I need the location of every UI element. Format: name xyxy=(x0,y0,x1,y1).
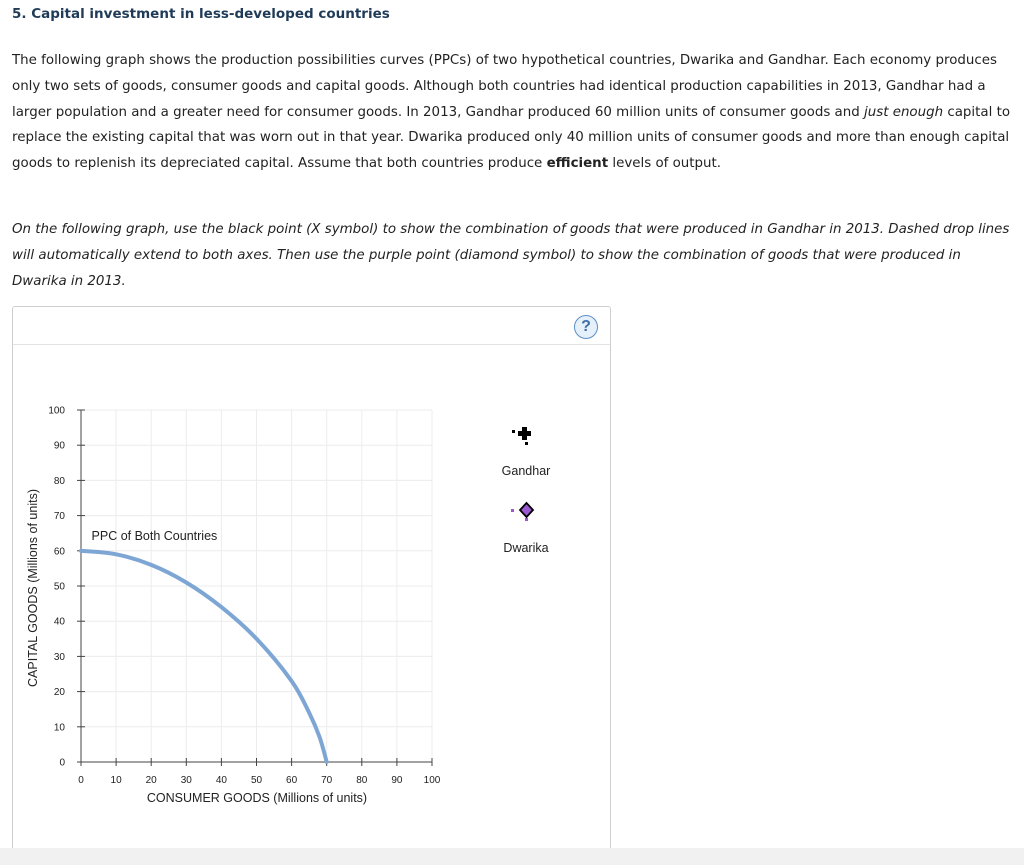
x-tick-label: 70 xyxy=(321,775,333,786)
gandhar-drop-marker-v xyxy=(525,442,528,445)
y-tick-label: 10 xyxy=(53,722,65,734)
dwarika-diamond-icon xyxy=(520,503,533,517)
dwarika-drop-marker-h xyxy=(511,509,514,512)
x-tick-label: 100 xyxy=(423,775,441,786)
dwarika-tool-label: Dwarika xyxy=(503,541,549,555)
y-tick-label: 80 xyxy=(53,475,65,487)
x-tick-label: 10 xyxy=(110,775,122,786)
x-tick-label: 90 xyxy=(391,775,403,786)
gandhar-plus-icon xyxy=(518,427,531,440)
help-icon[interactable]: ? xyxy=(574,315,598,339)
x-tick-label: 60 xyxy=(286,775,298,786)
bottom-bar xyxy=(0,848,1024,865)
chart-ticks xyxy=(48,406,440,787)
y-tick-label: 50 xyxy=(53,581,65,593)
x-tick-label: 0 xyxy=(78,775,84,786)
gandhar-tool-label: Gandhar xyxy=(501,464,551,478)
y-tick-label: 70 xyxy=(53,511,65,523)
gandhar-point-tool[interactable] xyxy=(502,427,551,478)
y-tick-label: 90 xyxy=(53,440,65,452)
intro-emphasis: just enough xyxy=(864,104,944,120)
x-tick-label: 30 xyxy=(180,775,192,786)
x-tick-label: 50 xyxy=(250,775,263,786)
instruction-text: On the following graph, use the black point (X symbol) to show the combination of goods that were produced in Gandhar in 2013. Dashed drop lines will automatically extend to both axes. Then use the purple point (diamond symbol) to show the combination of goods that were produced in Dwarika in 2013. xyxy=(12,222,1010,289)
intro-text-1: The following graph shows the production possibilities curves (PPCs) of two hypothetical countries, Dwarika and Gandhar. Each economy produces only two sets of goods, consumer goods and capital goods. Although both countries had identical production capabilities in 2013, Gandhar had a larger population and a greater need for consumer goods. In 2013, Gandhar produced 60 million units of consumer goods and xyxy=(12,53,997,120)
dwarika-drop-marker-v xyxy=(525,518,528,521)
dwarika-point-tool[interactable] xyxy=(503,503,548,555)
chart-grid xyxy=(81,410,432,762)
ppc-curve-label: PPC of Both Countries xyxy=(91,529,218,544)
x-axis-label: CONSUMER GOODS (Millions of units) xyxy=(146,791,368,805)
y-tick-label: 20 xyxy=(53,687,65,699)
y-tick-label: 100 xyxy=(48,405,65,417)
intro-strong: efficient xyxy=(546,156,609,172)
y-tick-label: 0 xyxy=(59,757,65,769)
y-tick-label: 30 xyxy=(53,651,65,663)
x-tick-label: 40 xyxy=(215,775,227,786)
y-tick-label: 60 xyxy=(53,546,65,558)
x-tick-label: 80 xyxy=(356,775,368,786)
gandhar-drop-marker-h xyxy=(512,430,515,433)
intro-text-3: levels of output. xyxy=(608,156,722,172)
intro-text-2: capital to replace the existing capital that was worn out in that year. Dwarika produced only 40 million units of consumer goods and more than enough capital goods to replenish its depreciated capital. Assume that both countries produce xyxy=(12,104,1011,172)
x-tick-label: 20 xyxy=(145,775,157,786)
y-tick-label: 40 xyxy=(53,616,65,628)
page-title: 5. Capital investment in less-developed countries xyxy=(12,6,390,22)
y-axis-label: CAPITAL GOODS (Millions of units) xyxy=(26,489,40,687)
